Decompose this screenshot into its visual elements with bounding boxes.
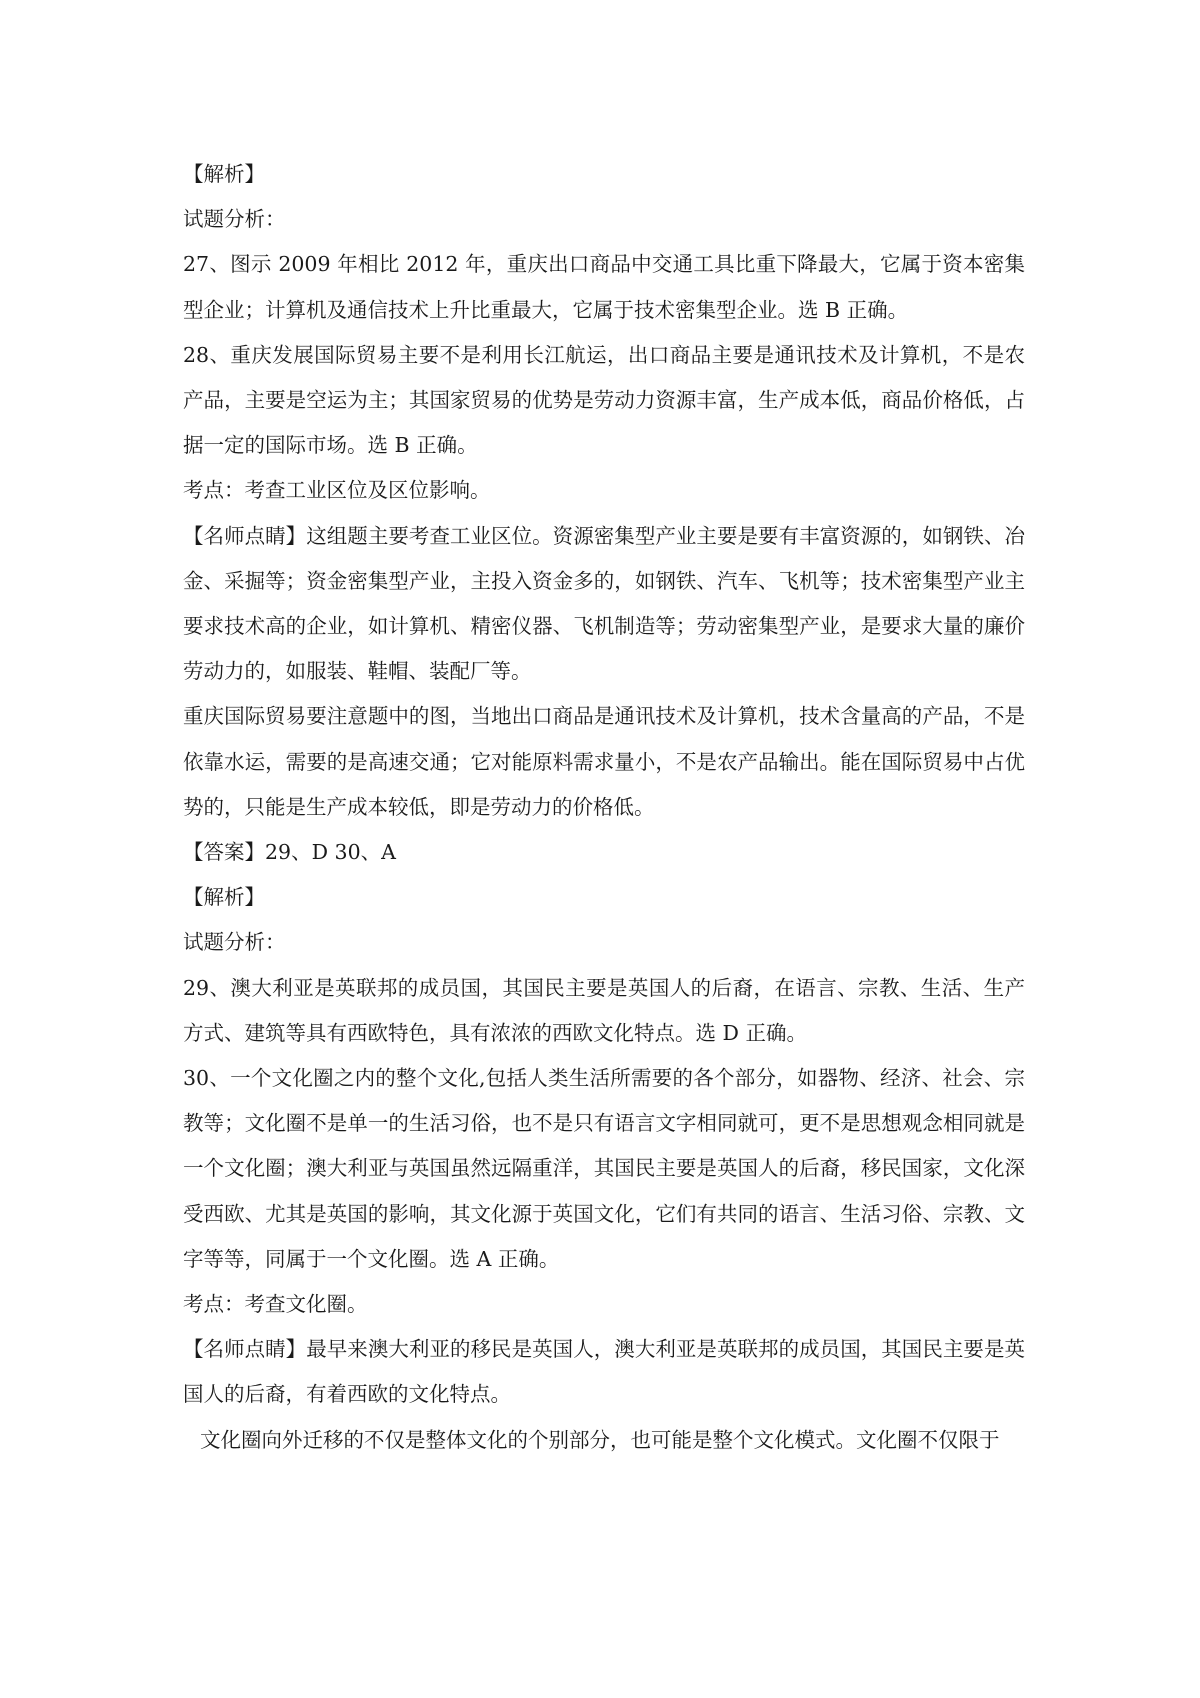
section-heading-analysis: 【解析】 [183,162,265,186]
answer-paragraph-29: 29、澳大利亚是英联邦的成员国，其国民主要是英国人的后裔，在语言、宗教、生活、生产方式、建筑等具有西欧特色，具有浓浓的西欧文化特点。选 D 正确。 [183,975,1025,1045]
answer-key: 【答案】29、D 30、A [183,840,396,865]
teacher-comment: 【名师点睛】这组题主要考查工业区位。资源密集型产业主要是要有丰富资源的，如钢铁、冶金、采掘等；资金密集型产业，主投入资金多的，如钢铁、汽车、飞机等；技术密集型产业主要求技术高的企业，如计算机、精密仪器、飞机制造等；劳动密集型产业，是要求大量的廉价劳动力的，如服装、鞋帽、装配厂等。 [183,523,1025,684]
document-body [183,152,1025,1463]
teacher-comment: 【名师点睛】最早来澳大利亚的移民是英国人，澳大利亚是英联邦的成员国，其国民主要是英国人的后裔，有着西欧的文化特点。 [183,1337,1025,1407]
answer-paragraph-30: 30、一个文化圈之内的整个文化,包括人类生活所需要的各个部分，如器物、经济、社会、宗教等；文化圈不是单一的生活习俗，也不是只有语言文字相同就可，更不是思想观念相同就是一个文化圈；澳大利亚与英国虽然远隔重洋，其国民主要是英国人的后裔，移民国家，文化深受西欧、尤其是英国的影响，其文化源于英国文化，它们有共同的语言、生活习俗、宗教、文字等等，同属于一个文化圈。选 A 正确。 [183,1066,1025,1271]
comment-continuation: 重庆国际贸易要注意题中的图，当地出口商品是通讯技术及计算机，技术含量高的产品，不是依靠水运，需要的是高速交通；它对能原料需求量小，不是农产品输出。能在国际贸易中占优势的，只能是生产成本较低，即是劳动力的价格低。 [183,704,1025,819]
section-heading-analysis: 【解析】 [183,885,265,910]
analysis-label: 试题分析： [183,930,286,955]
analysis-label: 试题分析： [183,207,286,232]
comment-continuation: 文化圈向外迁移的不仅是整体文化的个别部分，也可能是整个文化模式。文化圈不仅限于 [200,1427,1000,1452]
exam-point: 考点：考查文化圈。 [183,1292,368,1317]
answer-paragraph-27: 27、图示 2009 年相比 2012 年，重庆出口商品中交通工具比重下降最大，它属于资本密集型企业；计算机及通信技术上升比重最大，它属于技术密集型企业。选 B 正确。 [183,252,1025,322]
answer-paragraph-28: 28、重庆发展国际贸易主要不是利用长江航运，出口商品主要是通讯技术及计算机，不是农产品，主要是空运为主；其国家贸易的优势是劳动力资源丰富，生产成本低，商品价格低，占据一定的国际市场。选 B 正确。 [183,342,1025,458]
exam-point: 考点：考查工业区位及区位影响。 [183,478,491,503]
